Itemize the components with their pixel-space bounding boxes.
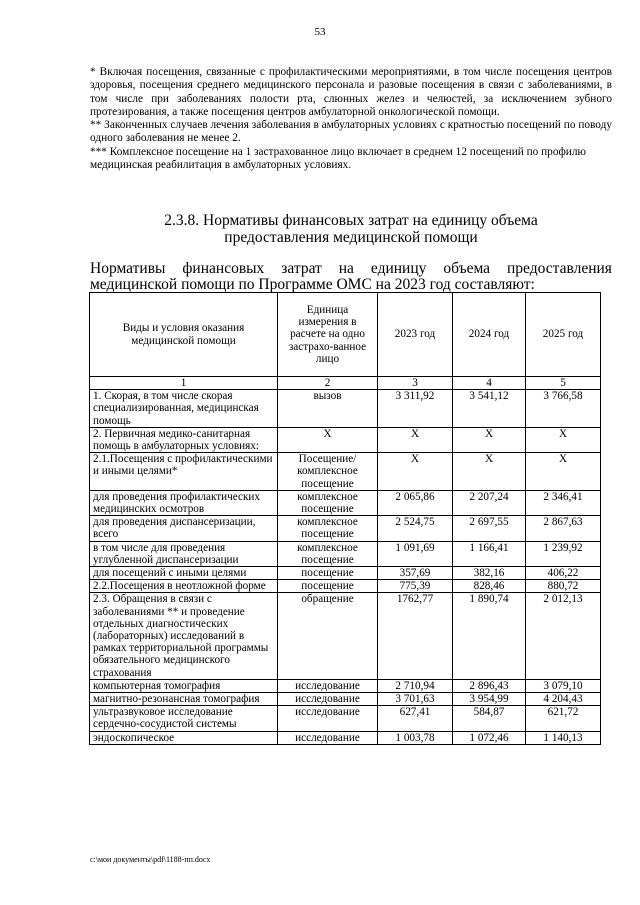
table-cell-y2025: 3 766,58 [526,390,601,428]
intro-word: предоставления [507,260,612,277]
table-cell-unit: исследование [278,693,378,706]
intro-word: на [338,260,354,277]
table-cell-kind: 2.2.Посещения в неотложной форме [90,580,278,593]
table-cell-y2024: 3 954,99 [453,693,526,706]
table-row [90,541,601,566]
table-cell-y2025: 2 346,41 [526,490,601,515]
table-cell-y2023: 775,39 [378,580,453,593]
table-cell-y2025: 880,72 [526,580,601,593]
table-cell-kind: для проведения профилактических медицинских осмотров [90,490,278,515]
table-cell-unit: исследование [278,679,378,692]
header-2025: 2025 год [526,293,601,377]
table-cell-y2023: 2 524,75 [378,516,453,541]
footnote-2: ** Законченных случаев лечения заболевания в амбулаторных условиях с кратностью посещений по поводу одного заболевания не менее 2. [90,119,612,145]
col-number: 1 [90,377,278,390]
intro-word: Нормативы [90,260,166,277]
footnote-3: *** Комплексное посещение на 1 застрахованное лицо включает в среднем 12 посещений по профилю медицинская реабилитация в амбулаторных условиях. [90,145,586,172]
table-row [90,516,601,541]
table-cell-y2025: 1 239,92 [526,541,601,566]
table-cell-y2023: 3 311,92 [378,390,453,428]
table-row [90,567,601,580]
table-row [90,390,601,428]
intro-word: объема [443,260,491,277]
footnote-1: * Включая посещения, связанные с профилактическими мероприятиями, в том числе посещения центров здоровья, посещения среднего медицинского персонала и разовые посещения в связи с заболеваниями, в том числе при заболеваниях полости рта, слюнных желез и челюстей, за исключением зубного протезирования, а также посещения центров амбулаторной онкологической помощи. [90,66,612,118]
table-cell-unit: Посещение/ комплексное посещение [278,453,378,491]
table-cell-unit: комплексное посещение [278,516,378,541]
intro-line-2: медицинской помощи по Программе ОМС на 2023 год составляют: [90,275,535,293]
intro-paragraph [90,261,612,292]
table-cell-unit: посещение [278,580,378,593]
table-cell-kind: ультразвуковое исследование сердечно-сосудистой системы [90,706,278,731]
table-cell-y2023: 2 065,86 [378,490,453,515]
norms-table [89,292,601,745]
table-cell-y2024: Х [453,453,526,491]
section-title-line-1: 2.3.8. Нормативы финансовых затрат на единицу объема [164,212,538,229]
table-cell-kind: 2.1.Посещения с профилактическими и иными целями* [90,453,278,491]
table-cell-unit: вызов [278,390,378,428]
col-number: 3 [378,377,453,390]
table-cell-kind: магнитно-резонансная томография [90,693,278,706]
table-cell-y2023: 1 091,69 [378,541,453,566]
table-cell-kind: 1. Скорая, в том числе скорая специализированная, медицинская помощь [90,390,278,428]
table-cell-kind: эндоскопическое [90,731,278,744]
section-title-line-2: предоставления медицинской помощи [224,229,478,246]
header-2024: 2024 год [453,293,526,377]
table-row [90,706,601,731]
table-cell-unit: обращение [278,593,378,679]
table-cell-kind: компьютерная томография [90,679,278,692]
page-number: 53 [314,26,326,38]
table-cell-y2023: 357,69 [378,567,453,580]
table-row [90,731,601,744]
table-cell-y2023: Х [378,427,453,452]
table-cell-y2024: 2 207,24 [453,490,526,515]
col-number: 2 [278,377,378,390]
table-cell-unit: комплексное посещение [278,490,378,515]
table-cell-y2025: 3 079,10 [526,679,601,692]
table-cell-y2024: 2 697,55 [453,516,526,541]
table-cell-y2025: 2 012,13 [526,593,601,679]
table-row [90,593,601,679]
table-row [90,693,601,706]
table-cell-y2024: 1 072,46 [453,731,526,744]
intro-word: финансовых [182,260,265,277]
footnotes [90,66,612,172]
table-cell-kind: для проведения диспансеризации, всего [90,516,278,541]
table-cell-y2023: Х [378,453,453,491]
table-cell-y2023: 1762,77 [378,593,453,679]
table-cell-y2025: 1 140,13 [526,731,601,744]
table-cell-y2024: Х [453,427,526,452]
table-cell-y2024: 1 166,41 [453,541,526,566]
intro-line-1 [90,261,612,277]
table-cell-y2024: 584,87 [453,706,526,731]
table-header-row [90,293,601,377]
table-cell-y2023: 627,41 [378,706,453,731]
table-cell-y2025: 406,22 [526,567,601,580]
footer-file-path: c:\мои документы\pdf\1188-пп.docx [90,855,211,864]
table-cell-unit: исследование [278,731,378,744]
header-2023: 2023 год [378,293,453,377]
section-title [90,212,612,246]
table-cell-y2024: 828,46 [453,580,526,593]
table-row [90,679,601,692]
table-cell-unit: исследование [278,706,378,731]
table-row [90,580,601,593]
table-cell-y2025: 2 867,63 [526,516,601,541]
table-row [90,453,601,491]
table-cell-y2025: Х [526,453,601,491]
table-cell-kind: в том числе для проведения углубленной диспансеризации [90,541,278,566]
table-cell-kind: 2. Первичная медико-санитарная помощь в амбулаторных условиях: [90,427,278,452]
col-number: 4 [453,377,526,390]
table-cell-kind: 2.3. Обращения в связи с заболеваниями ** и проведение отдельных диагностических (лабораторных) исследований в рамках территориальной программы обязательного медицинского страхования [90,593,278,679]
table-cell-y2025: 4 204,43 [526,693,601,706]
col-number: 5 [526,377,601,390]
table-cell-unit: комплексное посещение [278,541,378,566]
table-cell-y2025: Х [526,427,601,452]
header-unit: Единица измерения в расчете на одно застрахо-ванное лицо [278,293,378,377]
table-cell-unit: посещение [278,567,378,580]
table-cell-y2024: 382,16 [453,567,526,580]
table-cell-y2023: 1 003,78 [378,731,453,744]
header-kind: Виды и условия оказания медицинской помощи [90,293,278,377]
table-row [90,490,601,515]
table-cell-y2024: 1 890,74 [453,593,526,679]
intro-word: единицу [370,260,427,277]
table-row [90,427,601,452]
table-cell-y2023: 3 701,63 [378,693,453,706]
column-number-row [90,377,601,390]
intro-word: затрат [281,260,322,277]
table-cell-y2025: 621,72 [526,706,601,731]
table-cell-unit: Х [278,427,378,452]
table-cell-y2024: 2 896,43 [453,679,526,692]
table-cell-y2024: 3 541,12 [453,390,526,428]
table-cell-kind: для посещений с иными целями [90,567,278,580]
table-cell-y2023: 2 710,94 [378,679,453,692]
